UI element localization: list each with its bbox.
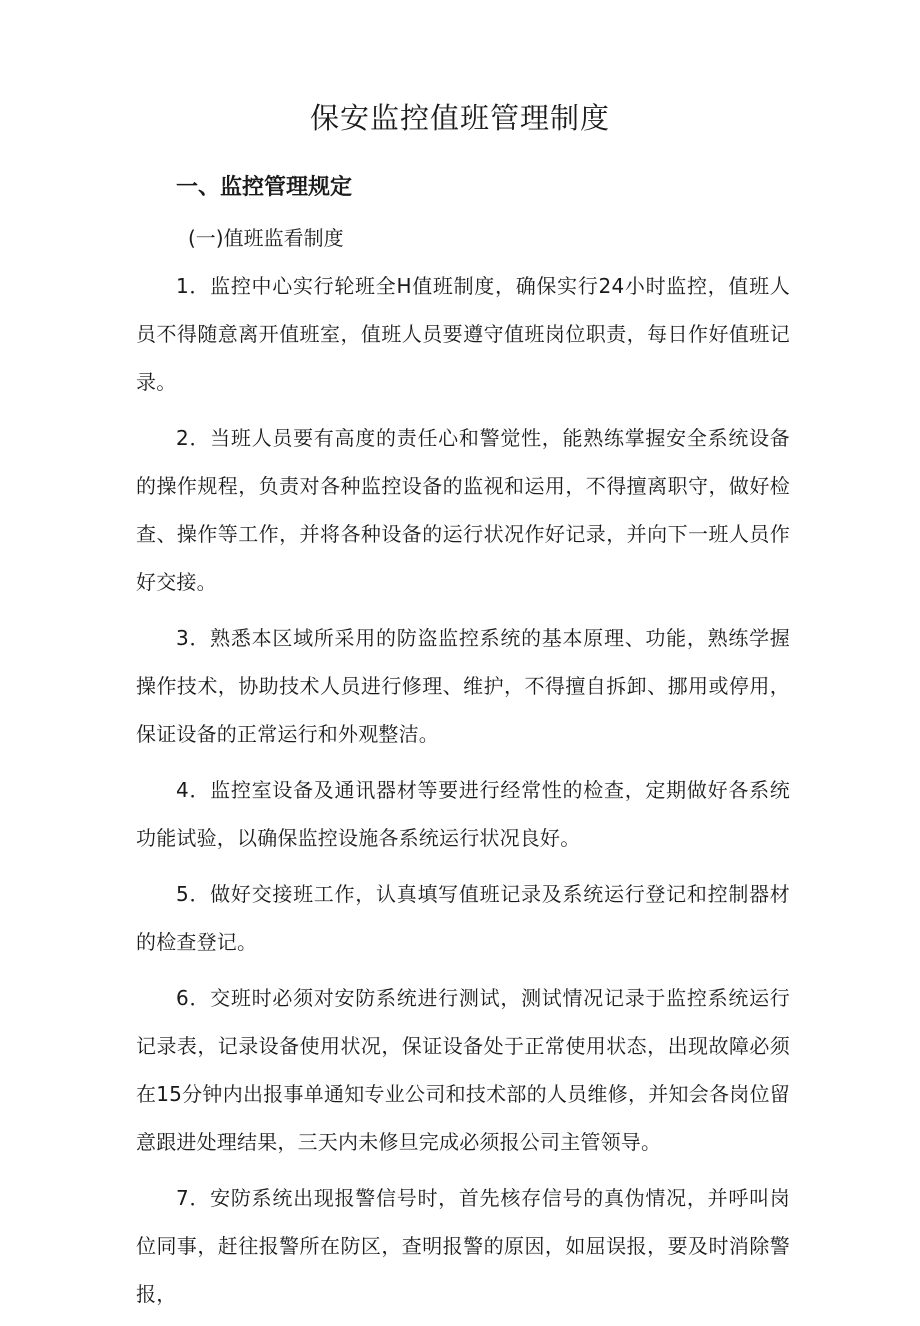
- paragraph-5: 5．做好交接班工作，认真填写值班记录及系统运行登记和控制器材的检查登记。: [136, 882, 790, 954]
- paragraph-2: 2．当班人员要有高度的责任心和警觉性，能熟练掌握安全系统设备的操作规程，负责对各种监控设备的监视和运用，不得擅离职守，做好检查、操作等工作，并将各种设备的运行状况作好记录，并向下一班人员作好交接。: [136, 426, 790, 594]
- paragraph-6: 6．交班时必须对安防系统进行测试，测试情况记录于监控系统运行记录表，记录设备使用状况，保证设备处于正常使用状态，出现故障必须在15分钟内出报事单通知专业公司和技术部的人员维修，并知会各岗位留意跟进处理结果，三天内未修旦完成必须报公司主管领导。: [136, 986, 790, 1154]
- paragraph-7: 7．安防系统出现报警信号时，首先核存信号的真伪情况，并呼叫岗位同事，赶往报警所在防区，查明报警的原因，如屈误报，要及时消除警报，: [136, 1186, 790, 1306]
- paragraph-3: 3．熟悉本区域所采用的防盗监控系统的基本原理、功能，熟练学握操作技术，协助技术人员进行修理、维护，不得擅自拆卸、挪用或停用，保证设备的正常运行和外观整洁。: [136, 626, 790, 746]
- section-heading: 一、监控管理规定: [176, 175, 353, 200]
- subsection-heading: (一)值班监看制度: [188, 226, 344, 250]
- document-title: 保安监控值班管理制度: [309, 101, 610, 135]
- paragraph-1: 1．监控中心实行轮班全H值班制度，确保实行24小时监控，值班人员不得随意离开值班室，值班人员要遵守值班岗位职责，每日作好值班记录。: [136, 274, 790, 394]
- paragraph-4: 4．监控室设备及通讯器材等要进行经常性的检查，定期做好各系统功能试验，以确保监控设施各系统运行状况良好。: [136, 778, 790, 850]
- document-body: [136, 262, 790, 1326]
